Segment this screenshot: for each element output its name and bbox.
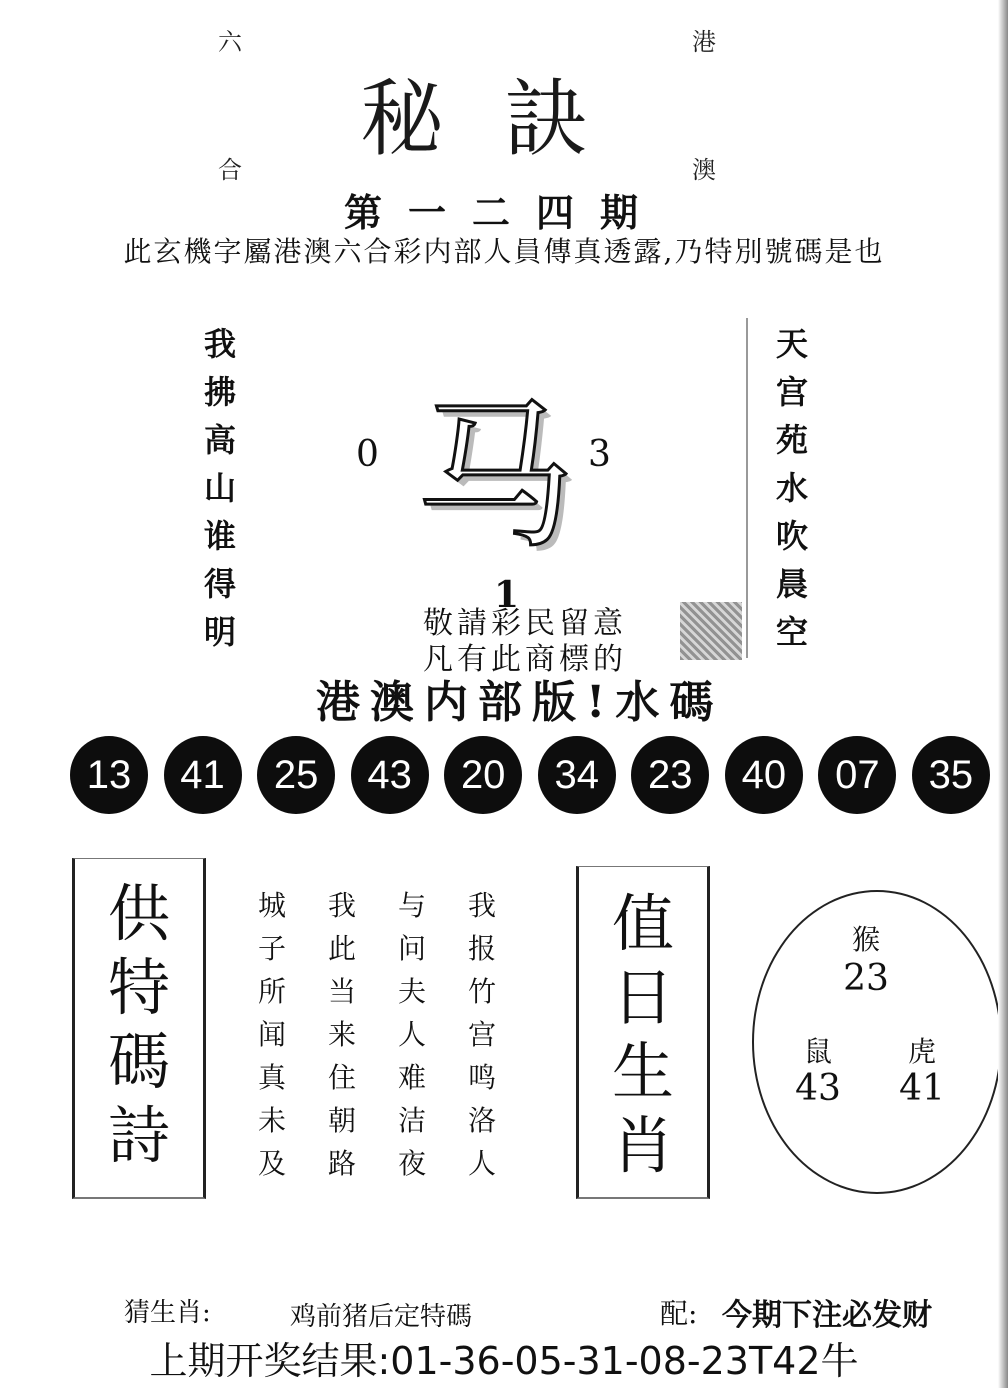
label-char: 生 — [611, 1035, 674, 1108]
poem-char: 城 — [257, 889, 286, 922]
digit-left: 0 — [356, 434, 379, 475]
corner-bottom-right: 澳 — [692, 156, 716, 184]
right-char: 宫 — [775, 373, 808, 411]
number-ball: 07 — [818, 736, 896, 814]
last-draw-result: 上期开奖结果:01-36-05-31-08-23T42牛 — [149, 1339, 859, 1383]
number-ball: 41 — [164, 736, 242, 814]
poem-char: 所 — [257, 975, 286, 1008]
daily-zodiac-box — [576, 866, 710, 1199]
number-balls — [70, 736, 990, 814]
special-poem — [252, 884, 502, 1185]
pair-label: 配: — [660, 1297, 698, 1330]
corner-bottom-left: 合 — [218, 156, 242, 184]
label-char: 詩 — [107, 1099, 170, 1172]
poem-char: 夜 — [397, 1147, 426, 1180]
right-char: 晨 — [775, 565, 808, 603]
poem-char: 鸣 — [467, 1061, 496, 1094]
number-ball: 23 — [631, 736, 709, 814]
poem-char: 路 — [327, 1147, 356, 1180]
zodiac-right-number: 41 — [899, 1068, 945, 1109]
notice-line-2: 凡有此商標的 — [423, 642, 627, 677]
number-ball: 40 — [725, 736, 803, 814]
poem-char: 洁 — [397, 1104, 426, 1137]
number-ball: 25 — [257, 736, 335, 814]
notice-line-1: 敬請彩民留意 — [423, 606, 627, 641]
left-char: 我 — [203, 325, 236, 363]
left-char: 得 — [203, 565, 236, 603]
poem-char: 人 — [397, 1018, 426, 1051]
label-char: 肖 — [611, 1109, 674, 1182]
left-vertical-text — [196, 320, 244, 656]
poem-char: 及 — [257, 1147, 286, 1180]
issue-period: 第一二四期 — [343, 190, 664, 235]
poem-char: 未 — [257, 1104, 286, 1137]
poem-column — [322, 884, 362, 1185]
right-char: 吹 — [775, 517, 808, 555]
poem-column — [392, 884, 432, 1185]
trademark-line: 港澳内部版!水碼 — [316, 677, 724, 728]
label-char: 供 — [107, 877, 170, 950]
left-char: 高 — [203, 421, 236, 459]
zodiac-left-name: 鼠 — [803, 1035, 832, 1068]
poem-char: 洛 — [467, 1104, 496, 1137]
digit-bottom: 1 — [494, 574, 520, 616]
corner-top-right: 港 — [692, 28, 716, 56]
poem-char: 我 — [467, 889, 496, 922]
label-char: 特 — [107, 951, 170, 1024]
number-ball: 20 — [444, 736, 522, 814]
slogan: 今期下注必发财 — [722, 1298, 932, 1333]
number-ball: 43 — [351, 736, 429, 814]
left-char: 拂 — [203, 373, 236, 411]
poem-column — [252, 884, 292, 1185]
page-title: 秘訣 — [359, 70, 648, 168]
zodiac-top-number: 23 — [843, 958, 889, 999]
poem-char: 问 — [397, 932, 426, 965]
left-char: 谁 — [203, 517, 236, 555]
poem-char: 夫 — [397, 975, 426, 1008]
zodiac-top-name: 猴 — [851, 923, 880, 956]
guess-zodiac-text: 鸡前猪后定特碼 — [290, 1302, 473, 1332]
poem-char: 报 — [467, 932, 496, 965]
daily-zodiac-label — [579, 867, 707, 1183]
poem-char: 来 — [327, 1018, 356, 1051]
left-char: 山 — [203, 469, 236, 507]
poem-char: 当 — [327, 975, 356, 1008]
poem-char: 闻 — [257, 1018, 286, 1051]
right-char: 空 — [775, 613, 808, 651]
right-char: 苑 — [775, 421, 808, 459]
label-char: 日 — [611, 961, 674, 1034]
right-vertical-text — [768, 320, 816, 656]
poem-char: 人 — [467, 1147, 496, 1180]
label-char: 值 — [611, 887, 674, 960]
poem-char: 宫 — [467, 1018, 496, 1051]
zodiac-left-number: 43 — [795, 1068, 841, 1109]
number-ball: 13 — [70, 736, 148, 814]
stamp-mark — [680, 602, 742, 660]
poem-char: 此 — [327, 932, 356, 965]
left-char: 明 — [203, 613, 236, 651]
poem-char: 与 — [397, 889, 426, 922]
special-poem-label — [75, 859, 203, 1173]
right-char: 天 — [775, 325, 808, 363]
scan-edge — [998, 0, 1008, 1388]
right-char: 水 — [775, 469, 808, 507]
poem-char: 朝 — [327, 1104, 356, 1137]
poem-char: 竹 — [467, 975, 496, 1008]
zodiac-right-name: 虎 — [907, 1035, 936, 1068]
special-poem-box — [72, 858, 206, 1199]
poem-char: 子 — [257, 932, 286, 965]
corner-top-left: 六 — [218, 28, 242, 56]
poem-column — [462, 884, 502, 1185]
poem-char: 我 — [327, 889, 356, 922]
guess-zodiac-label: 猜生肖: — [124, 1298, 211, 1328]
poem-char: 住 — [327, 1061, 356, 1094]
big-hint-char: 马 — [414, 383, 575, 570]
number-ball: 35 — [912, 736, 990, 814]
subtitle: 此玄機字屬港澳六合彩内部人員傳真透露,乃特別號碼是也 — [123, 235, 885, 268]
poem-char: 难 — [397, 1061, 426, 1094]
label-char: 碼 — [107, 1025, 170, 1098]
number-ball: 34 — [538, 736, 616, 814]
poem-char: 真 — [257, 1061, 286, 1094]
digit-right: 3 — [588, 434, 611, 475]
